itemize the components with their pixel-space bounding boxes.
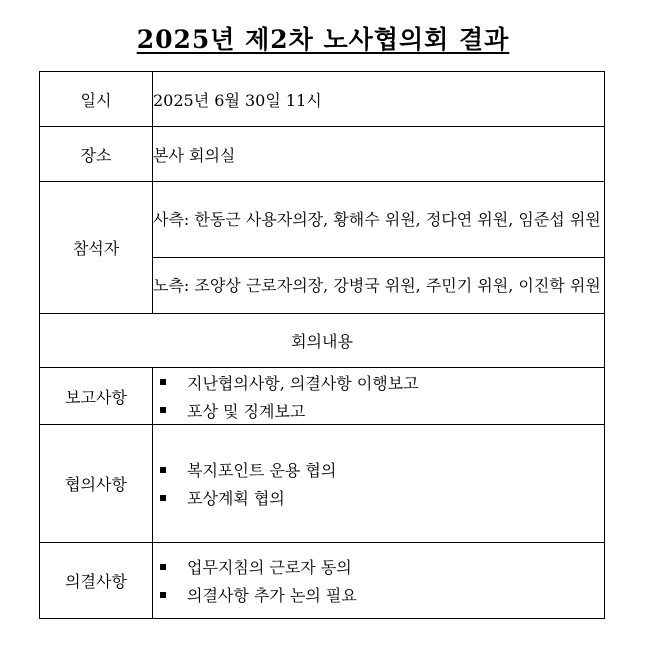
list-item-text: 업무지침의 근로자 동의	[187, 558, 352, 577]
list-item	[160, 581, 604, 609]
reports-list	[153, 368, 604, 424]
list-item	[160, 553, 604, 581]
discussions-row	[40, 425, 605, 543]
reports-row	[40, 368, 605, 425]
square-bullet-icon	[160, 564, 166, 570]
square-bullet-icon	[160, 379, 166, 385]
square-bullet-icon	[160, 407, 166, 413]
list-item-text: 포상계획 협의	[187, 489, 285, 508]
list-item	[160, 484, 604, 512]
resolutions-label: 의결사항	[40, 543, 153, 619]
place-label: 장소	[40, 127, 153, 182]
square-bullet-icon	[160, 467, 166, 473]
date-row	[40, 72, 605, 127]
reports-value	[153, 368, 605, 425]
resolutions-list	[153, 553, 604, 609]
place-row	[40, 127, 605, 182]
company-attendees: 사측: 한동근 사용자의장, 황해수 위원, 정다연 위원, 임준섭 위원	[153, 182, 605, 258]
place-value: 본사 회의실	[153, 127, 605, 182]
list-item-text: 복지포인트 운용 협의	[187, 461, 337, 480]
list-item	[160, 396, 604, 424]
labor-attendees: 노측: 조양상 근로자의장, 강병국 위원, 주민기 위원, 이진학 위원	[153, 258, 605, 314]
list-item-text: 의결사항 추가 논의 필요	[187, 586, 357, 605]
discussions-list	[153, 456, 604, 512]
list-item-text: 포상 및 징계보고	[187, 401, 306, 421]
date-label: 일시	[40, 72, 153, 127]
section-header: 회의내용	[40, 314, 605, 368]
date-value: 2025년 6월 30일 11시	[153, 72, 605, 127]
square-bullet-icon	[160, 495, 166, 501]
square-bullet-icon	[160, 592, 166, 598]
discussions-label: 협의사항	[40, 425, 153, 543]
document-title: 2025년 제2차 노사협의회 결과	[136, 25, 510, 54]
discussions-value	[153, 425, 605, 543]
resolutions-value	[153, 543, 605, 619]
resolutions-row	[40, 543, 605, 619]
section-header-row	[40, 314, 605, 368]
list-item	[160, 456, 604, 484]
attendees-label: 참석자	[40, 182, 153, 314]
attendees-row	[40, 182, 605, 258]
minutes-table	[39, 71, 605, 619]
reports-label: 보고사항	[40, 368, 153, 425]
list-item-text: 지난협의사항, 의결사항 이행보고	[187, 373, 419, 393]
list-item	[160, 368, 604, 396]
